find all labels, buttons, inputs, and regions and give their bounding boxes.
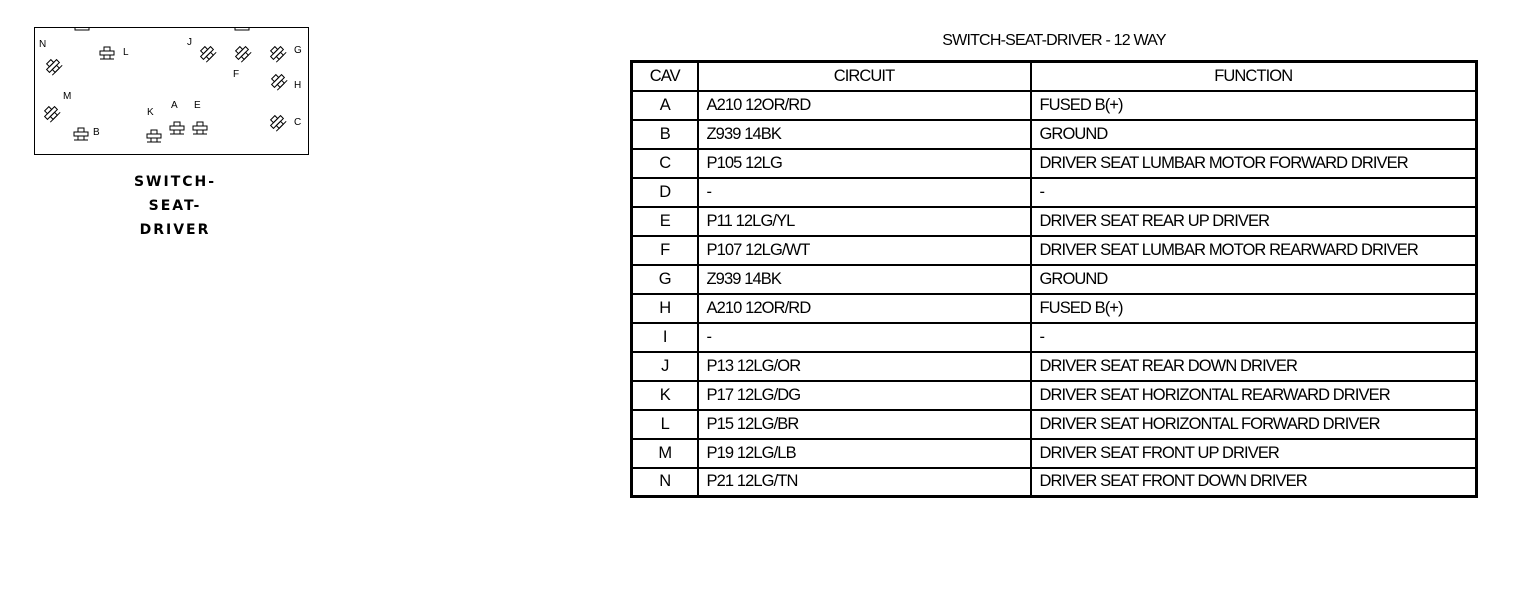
cell-circuit: A210 12OR/RD: [698, 91, 1031, 120]
cell-function: DRIVER SEAT HORIZONTAL REARWARD DRIVER: [1031, 381, 1477, 410]
cell-circuit: P19 12LG/LB: [698, 439, 1031, 468]
table-body: [632, 91, 1477, 497]
cell-circuit: P21 12LG/TN: [698, 468, 1031, 497]
cell-cav: N: [632, 468, 698, 497]
cell-circuit: P15 12LG/BR: [698, 410, 1031, 439]
cell-cav: C: [632, 149, 698, 178]
connector-face-view: [34, 27, 309, 155]
cell-function: FUSED B(+): [1031, 294, 1477, 323]
cell-cav: H: [632, 294, 698, 323]
table-row: [632, 178, 1477, 207]
cell-function: DRIVER SEAT REAR DOWN DRIVER: [1031, 352, 1477, 381]
cell-function: DRIVER SEAT LUMBAR MOTOR FORWARD DRIVER: [1031, 149, 1477, 178]
header-circuit: CIRCUIT: [698, 62, 1031, 91]
cell-circuit: Z939 14BK: [698, 120, 1031, 149]
cell-circuit: P13 12LG/OR: [698, 352, 1031, 381]
connector-caption: [120, 170, 230, 242]
cell-cav: G: [632, 265, 698, 294]
connector-caption-line-1: SWITCH-: [133, 174, 217, 190]
table-row: [632, 352, 1477, 381]
pin-J-terminal: [198, 44, 216, 62]
cell-cav: B: [632, 120, 698, 149]
cell-circuit: P17 12LG/DG: [698, 381, 1031, 410]
pin-label-m: M: [63, 91, 72, 102]
cell-cav: J: [632, 352, 698, 381]
table-row: [632, 149, 1477, 178]
cell-cav: I: [632, 323, 698, 352]
table-row: [632, 265, 1477, 294]
table-row: [632, 207, 1477, 236]
cell-function: DRIVER SEAT FRONT DOWN DRIVER: [1031, 468, 1477, 497]
connector-caption-line-3: DRIVER: [139, 222, 211, 238]
table-header-row: [632, 62, 1477, 91]
header-cav: CAV: [632, 62, 698, 91]
cell-circuit: -: [698, 323, 1031, 352]
pin-B-terminal: [74, 128, 88, 140]
cell-circuit: P11 12LG/YL: [698, 207, 1031, 236]
cell-circuit: P105 12LG: [698, 149, 1031, 178]
cell-cav: M: [632, 439, 698, 468]
connector-caption-line-2: SEAT-: [148, 198, 202, 214]
pin-M-terminal: [42, 104, 60, 122]
pinout-table: [630, 60, 1478, 498]
table-row: [632, 468, 1477, 497]
table-row: [632, 91, 1477, 120]
pin-J2-terminal: [233, 44, 251, 62]
pin-label-c: C: [294, 117, 302, 128]
pin-A-terminal: [170, 122, 184, 134]
pin-G-terminal: [268, 44, 286, 62]
cell-function: DRIVER SEAT LUMBAR MOTOR REARWARD DRIVER: [1031, 236, 1477, 265]
cell-function: DRIVER SEAT HORIZONTAL FORWARD DRIVER: [1031, 410, 1477, 439]
cell-cav: A: [632, 91, 698, 120]
cell-cav: D: [632, 178, 698, 207]
cell-function: FUSED B(+): [1031, 91, 1477, 120]
connector-pin-drawing: [35, 28, 310, 156]
cell-cav: K: [632, 381, 698, 410]
cell-circuit: Z939 14BK: [698, 265, 1031, 294]
cell-circuit: A210 12OR/RD: [698, 294, 1031, 323]
header-function: FUNCTION: [1031, 62, 1477, 91]
pin-label-j: J: [187, 37, 192, 48]
cell-cav: E: [632, 207, 698, 236]
pin-K-terminal: [147, 130, 161, 142]
cell-function: DRIVER SEAT FRONT UP DRIVER: [1031, 439, 1477, 468]
pin-label-f: F: [233, 69, 240, 80]
cell-circuit: -: [698, 178, 1031, 207]
pin-H-terminal: [269, 72, 287, 90]
table-row: [632, 323, 1477, 352]
table-row: [632, 236, 1477, 265]
cell-function: -: [1031, 323, 1477, 352]
cell-function: -: [1031, 178, 1477, 207]
pin-label-e: E: [194, 100, 201, 111]
pin-label-l: L: [123, 47, 129, 58]
pin-L-terminal: [100, 47, 114, 59]
pin-label-a: A: [171, 100, 178, 111]
cell-circuit: P107 12LG/WT: [698, 236, 1031, 265]
pin-N-terminal: [44, 57, 62, 75]
cell-function: DRIVER SEAT REAR UP DRIVER: [1031, 207, 1477, 236]
pin-label-g: G: [294, 45, 302, 56]
pin-label-h: H: [294, 80, 302, 91]
cell-function: GROUND: [1031, 265, 1477, 294]
table-row: [632, 381, 1477, 410]
pin-label-b: B: [93, 127, 100, 138]
pin-C-terminal: [268, 113, 286, 131]
table-row: [632, 120, 1477, 149]
cell-function: GROUND: [1031, 120, 1477, 149]
table-row: [632, 439, 1477, 468]
table-row: [632, 410, 1477, 439]
cell-cav: F: [632, 236, 698, 265]
pin-label-k: K: [147, 107, 154, 118]
pin-label-n: N: [39, 39, 47, 50]
table-title: SWITCH-SEAT-DRIVER - 12 WAY: [942, 32, 1166, 49]
pin-E-terminal: [193, 122, 207, 134]
cell-cav: L: [632, 410, 698, 439]
table-row: [632, 294, 1477, 323]
